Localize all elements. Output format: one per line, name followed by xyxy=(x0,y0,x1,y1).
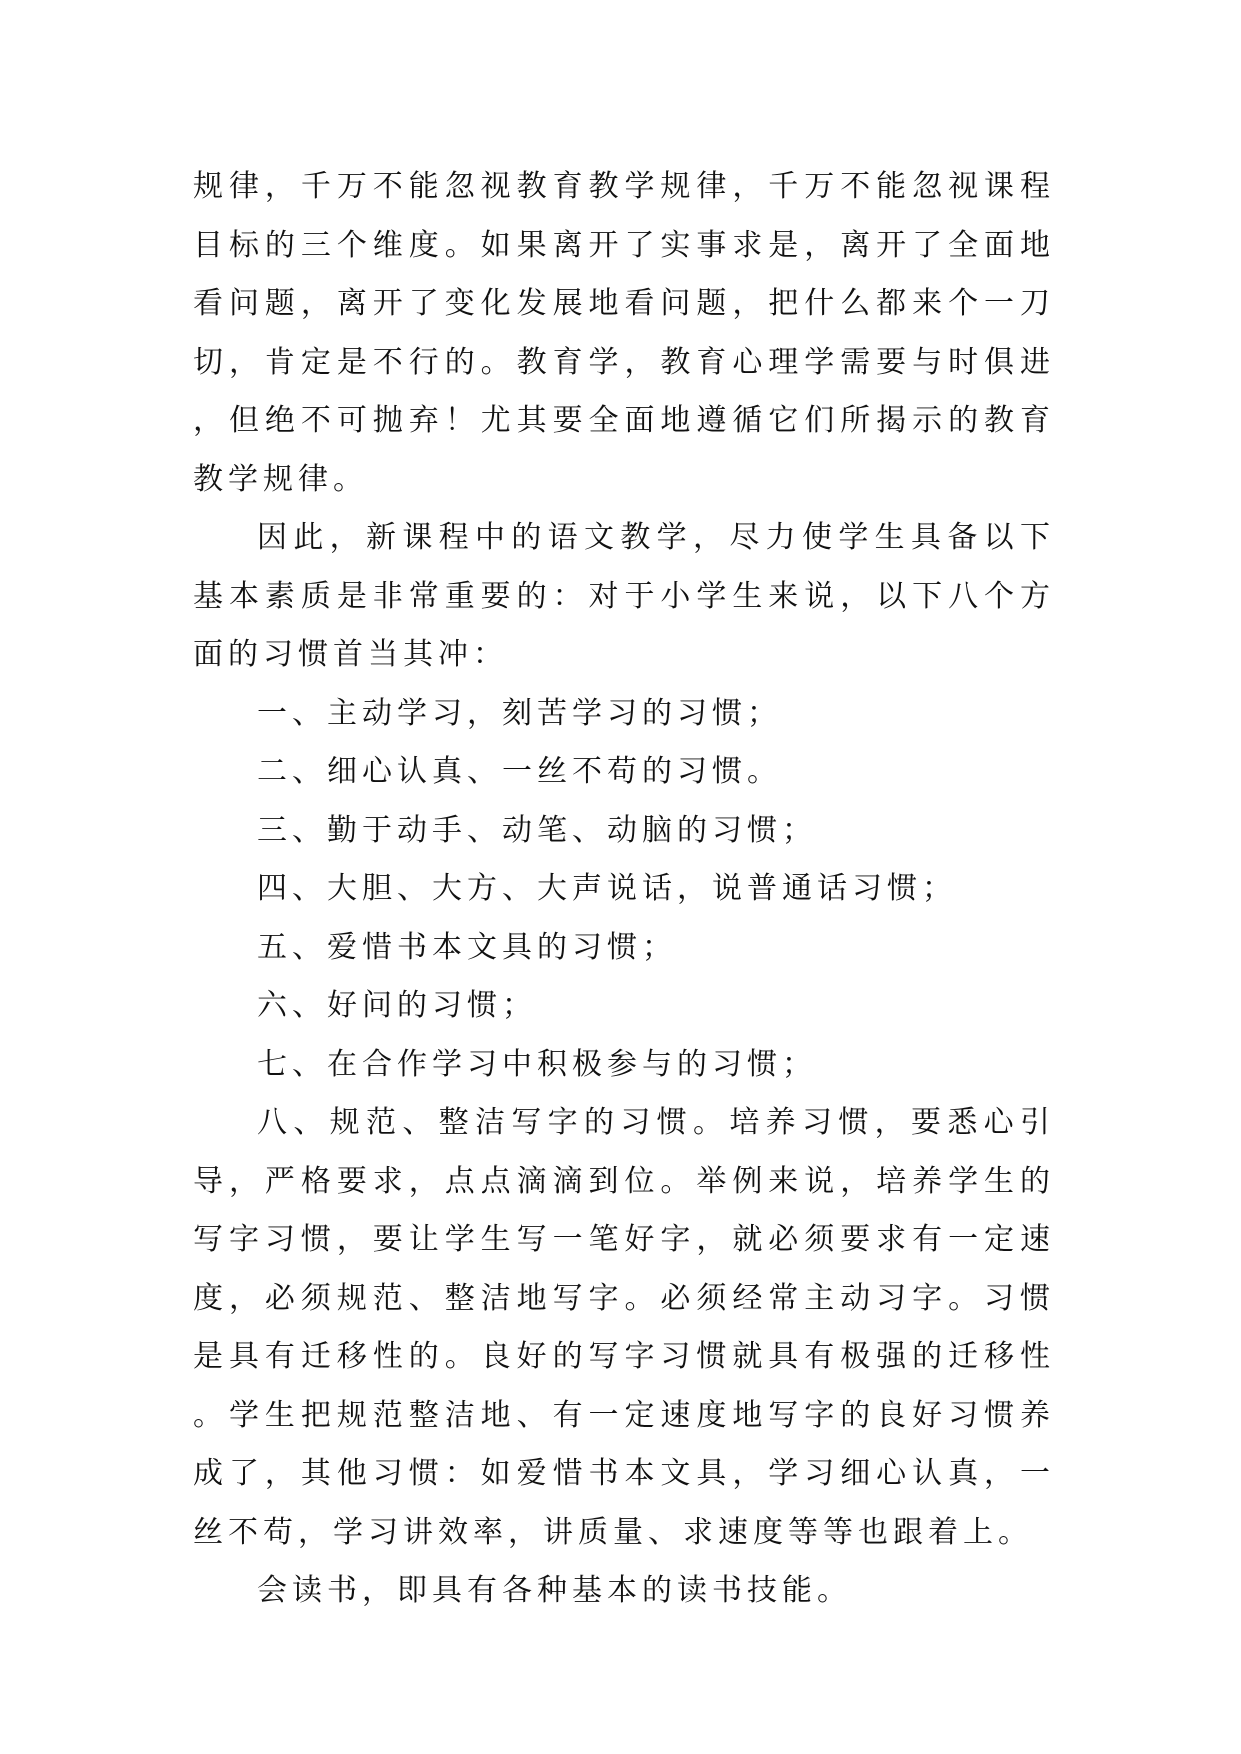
paragraph-continuation: 规律，千万不能忽视教育教学规律，千万不能忽视课程目标的三个维度。如果离开了实事求是，离开了全面地看问题，离开了变化发展地看问题，把什么都来个一刀切，肯定是不行的。教育学，教育心理学需要与时俱进，但绝不可抛弃！尤其要全面地遵循它们所揭示的教育教学规律。 xyxy=(193,169,1055,497)
habit-item-7: 七、在合作学习中积极参与的习惯； xyxy=(257,1046,817,1082)
habit-item-2: 二、细心认真、一丝不苟的习惯。 xyxy=(257,754,782,789)
document-body xyxy=(193,158,1055,1621)
habit-item-6: 六、好问的习惯； xyxy=(257,988,537,1023)
habit-item-1: 一、主动学习，刻苦学习的习惯； xyxy=(257,695,782,731)
paragraph-reading-skills: 会读书，即具有各种基本的读书技能。 xyxy=(257,1573,852,1608)
habit-item-3: 三、勤于动手、动笔、动脑的习惯； xyxy=(257,812,817,848)
habit-item-4: 四、大胆、大方、大声说话，说普通话习惯； xyxy=(257,871,957,906)
habit-item-8: 八、规范、整洁写字的习惯。培养习惯，要悉心引导，严格要求，点点滴滴到位。举例来说，培养学生的写字习惯，要让学生写一笔好字，就必须要求有一定速度，必须规范、整洁地写字。必须经常主动习字。习惯是具有迁移性的。良好的写字习惯就具有极强的迁移性。学生把规范整洁地、有一定速度地写字的良好习惯养成了，其他习惯：如爱惜书本文具，学习细心认真，一丝不苟，学习讲效率，讲质量、求速度等等也跟着上。 xyxy=(193,1105,1055,1550)
paragraph-basic-qualities: 因此，新课程中的语文教学，尽力使学生具备以下基本素质是非常重要的：对于小学生来说，以下八个方面的习惯首当其冲： xyxy=(193,520,1055,672)
habit-item-5: 五、爱惜书本文具的习惯； xyxy=(257,929,677,965)
